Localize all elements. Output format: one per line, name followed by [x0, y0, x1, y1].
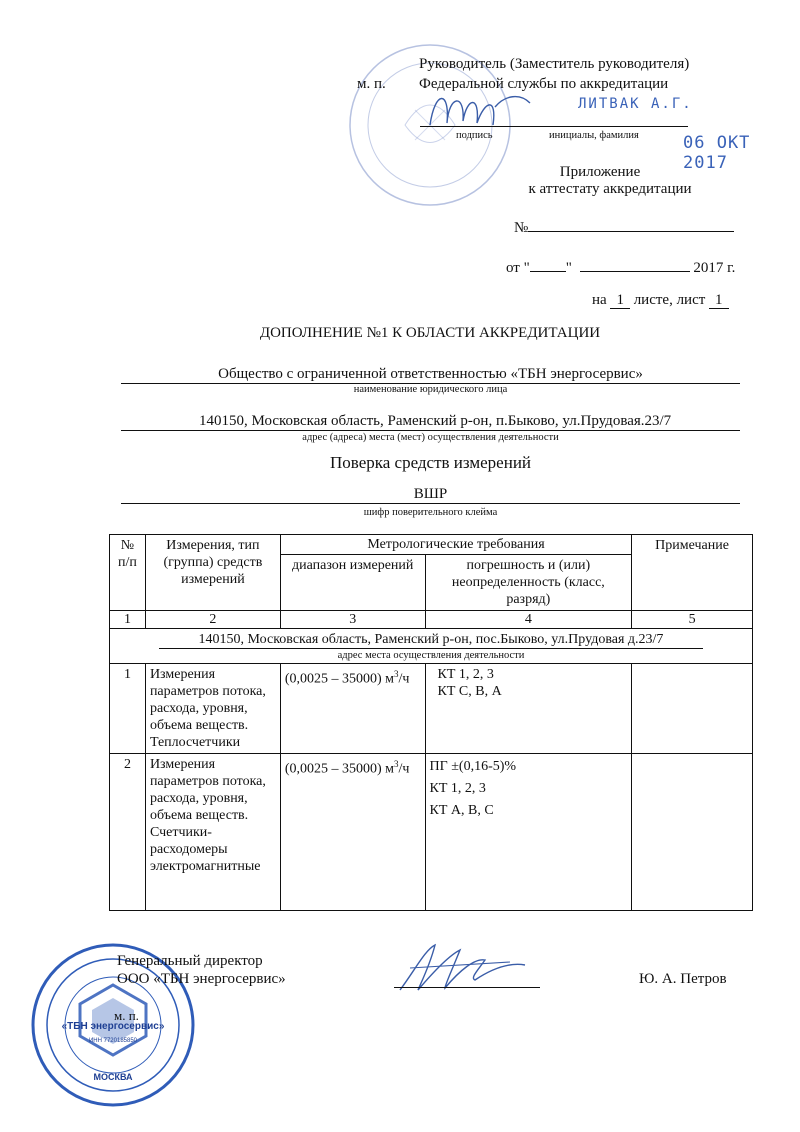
row-range-exponent: 3 — [394, 669, 399, 679]
header-metrological-requirements: Метрологические требования — [280, 535, 631, 555]
accreditation-table — [109, 534, 753, 911]
row-range — [280, 754, 425, 911]
approver-title-line1: Руководитель (Заместитель руководителя) — [419, 56, 690, 72]
director-signature-line — [394, 987, 540, 988]
organization-address — [121, 413, 740, 431]
row-note — [632, 754, 753, 911]
row-measurement: Измерения параметров потока, расхода, уровня, объема веществ. Теплосчетчики — [145, 664, 280, 754]
row-error-line: КТ 1, 2, 3 — [429, 781, 486, 796]
approver-name-stamp: ЛИТВАК А.Г. — [578, 96, 693, 112]
column-number: 3 — [280, 611, 425, 629]
mp-label-bottom: м. п. — [114, 1008, 139, 1023]
row-range-unit: /ч — [398, 761, 410, 777]
number-blank — [528, 218, 734, 232]
row-error-line: КТ А, В, С — [429, 803, 494, 818]
row-note — [632, 664, 753, 754]
header-measurement-type: Измерения, тип (группа) средств измерений — [145, 535, 280, 611]
column-number-row — [110, 611, 753, 629]
site-address-row — [110, 629, 753, 664]
row-number: 2 — [110, 754, 146, 911]
header-number: № п/п — [110, 535, 146, 611]
director-position: Генеральный директор — [117, 953, 263, 969]
row-number: 1 — [110, 664, 146, 754]
signature-caption: подпись — [456, 130, 493, 141]
address-caption: адрес (адреса) места (мест) осуществления деятельности — [302, 432, 559, 443]
column-number: 2 — [145, 611, 280, 629]
approver-signature — [425, 85, 535, 135]
seal-city: МОСКВА — [93, 1072, 133, 1082]
cipher-code: ВШР — [121, 486, 740, 504]
document-title: ДОПОЛНЕНИЕ №1 К ОБЛАСТИ АККРЕДИТАЦИИ — [259, 325, 601, 341]
table-header-row-1 — [110, 535, 753, 555]
date-mid: " — [565, 260, 572, 276]
activity-type: Поверка средств измерений — [329, 453, 532, 472]
site-address-text: 140150, Московская область, Раменский р-он, пос.Быково, ул.Прудовая д.23/7 — [198, 632, 664, 647]
column-number: 1 — [110, 611, 146, 629]
row-error-line: ПГ ±(0,16-5)% — [429, 759, 517, 774]
sheet-number: 1 — [709, 292, 729, 309]
row-range-value: (0,0025 – 35000) м — [284, 761, 395, 777]
appendix-line1: Приложение — [559, 164, 641, 180]
approver-title-line2: Федеральной службы по аккредитации — [419, 76, 669, 92]
site-address — [159, 631, 704, 649]
year: 2017 г. — [693, 260, 736, 276]
signature-line — [420, 126, 688, 127]
row-error-line: КТ 1, 2, 3 — [437, 667, 494, 682]
number-sign: № — [514, 220, 529, 236]
appendix-line2: к аттестату аккредитации — [528, 181, 692, 197]
site-address-cell — [110, 629, 753, 664]
attestat-number — [514, 218, 734, 237]
date-stamp: 06 ОКТ 2017 — [683, 133, 751, 173]
director-signature — [390, 940, 545, 1000]
mp-label-top: м. п. — [357, 76, 386, 92]
row-error-line: КТ С, В, А — [437, 684, 502, 699]
date-prefix: от " — [506, 260, 530, 276]
row-error — [425, 754, 632, 911]
table-row — [110, 664, 753, 754]
seal-center-text: «ТБН энергосервис» — [61, 1021, 165, 1032]
cipher-caption: шифр поверительного клейма — [363, 507, 498, 518]
header-error: погрешность и (или) неопределенность (класс, разряд) — [425, 555, 632, 611]
site-address-caption: адрес места осуществления деятельности — [337, 650, 525, 661]
seal-inn: ИНН 7720185850 — [88, 1038, 138, 1044]
sheets-mid: листе, лист — [633, 292, 706, 308]
row-range-exponent: 3 — [394, 759, 399, 769]
row-range-value: (0,0025 – 35000) м — [284, 671, 395, 687]
sheets-prefix: на — [592, 292, 607, 308]
day-blank — [530, 258, 566, 272]
director-name: Ю. А. Петров — [639, 971, 727, 987]
month-blank — [580, 258, 690, 272]
row-error — [425, 664, 632, 754]
attestat-date — [506, 258, 735, 277]
header-range: диапазон измерений — [280, 555, 425, 611]
row-measurement: Измерения параметров потока, расхода, уровня, объема веществ. Счетчики-расходомеры электромагнитные — [145, 754, 280, 911]
header-note: Примечание — [632, 535, 753, 611]
initials-caption: инициалы, фамилия — [549, 130, 639, 141]
sheets-total: 1 — [610, 292, 630, 309]
director-company: ООО «ТБН энергосервис» — [117, 971, 286, 987]
organization-caption: наименование юридического лица — [353, 384, 508, 395]
organization-name: Общество с ограниченной ответственностью «ТБН энергосервис» — [121, 366, 740, 384]
column-number: 4 — [425, 611, 632, 629]
table-row — [110, 754, 753, 911]
sheets-info — [592, 292, 729, 309]
organization-address-text: 140150, Московская область, Раменский р-он, п.Быково, ул.Прудовая.23/7 — [199, 413, 672, 429]
row-range — [280, 664, 425, 754]
row-range-unit: /ч — [398, 671, 410, 687]
column-number: 5 — [632, 611, 753, 629]
